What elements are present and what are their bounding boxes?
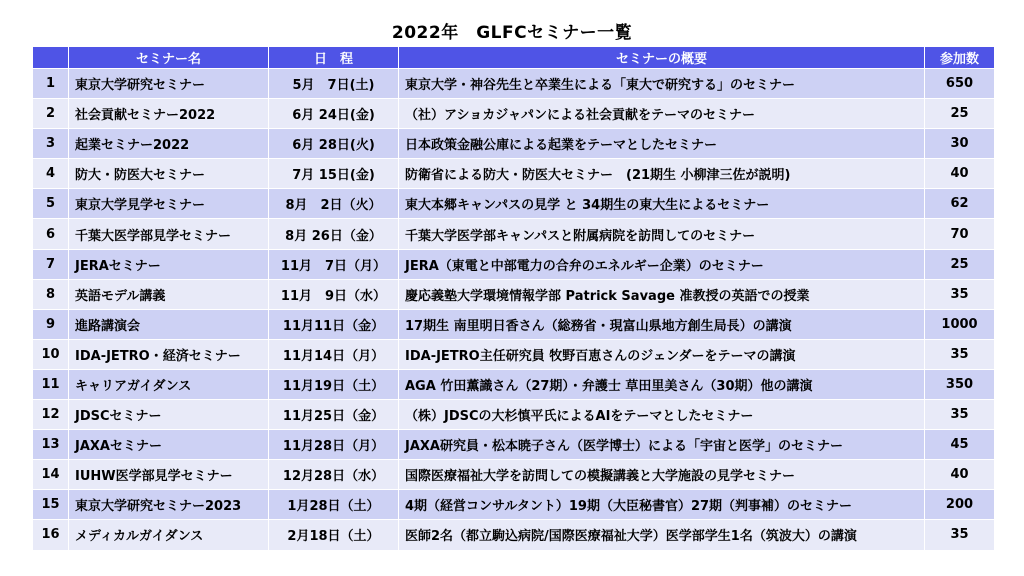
seminar-name: IUHW医学部見学セミナー [69,460,269,490]
participant-count: 35 [925,339,995,369]
seminar-date: 6月 24日(金) [269,99,399,129]
row-number: 8 [33,279,69,309]
participant-count: 650 [925,69,995,99]
participant-count: 70 [925,219,995,249]
row-number: 6 [33,219,69,249]
table-header-row [33,47,995,69]
seminar-date: 11月11日（金） [269,309,399,339]
seminar-date: 11月19日（土） [269,369,399,399]
participant-count: 35 [925,400,995,430]
table-row [33,279,995,309]
seminar-overview: 日本政策金融公庫による起業をテーマとしたセミナー [399,129,925,159]
seminar-date: 11月14日（月） [269,339,399,369]
row-number: 14 [33,460,69,490]
table-row [33,129,995,159]
table-row [33,189,995,219]
seminar-date: 11月 7日（月） [269,249,399,279]
seminar-date: 11月 9日（水） [269,279,399,309]
seminar-overview: 千葉大学医学部キャンパスと附属病院を訪問してのセミナー [399,219,925,249]
row-number: 15 [33,490,69,520]
table-row [33,490,995,520]
seminar-table [32,46,995,551]
participant-count: 30 [925,129,995,159]
row-number: 10 [33,339,69,369]
participant-count: 35 [925,520,995,550]
participant-count: 62 [925,189,995,219]
seminar-name: キャリアガイダンス [69,369,269,399]
seminar-overview: JERA（東電と中部電力の合弁のエネルギー企業）のセミナー [399,249,925,279]
seminar-overview: 医師2名（都立駒込病院/国際医療福祉大学）医学部学生1名（筑波大）の講演 [399,520,925,550]
table-row [33,249,995,279]
seminar-overview: 4期（経営コンサルタント）19期（大臣秘書官）27期（判事補）のセミナー [399,490,925,520]
table-row [33,400,995,430]
table-row [33,369,995,399]
participant-count: 1000 [925,309,995,339]
table-row [33,430,995,460]
table-row [33,339,995,369]
seminar-name: 社会貢献セミナー2022 [69,99,269,129]
seminar-date: 6月 28日(火) [269,129,399,159]
seminar-name: JAXAセミナー [69,430,269,460]
row-number: 2 [33,99,69,129]
header-seminar-name: セミナー名 [69,47,269,69]
participant-count: 200 [925,490,995,520]
row-number: 11 [33,369,69,399]
participant-count: 25 [925,249,995,279]
seminar-date: 7月 15日(金) [269,159,399,189]
participant-count: 350 [925,369,995,399]
header-participants: 参加数 [925,47,995,69]
participant-count: 25 [925,99,995,129]
seminar-date: 5月 7日(土) [269,69,399,99]
seminar-date: 11月25日（金） [269,400,399,430]
table-row [33,219,995,249]
page-title: 2022年 GLFCセミナー一覧 [391,23,633,43]
seminar-date: 12月28日（水） [269,460,399,490]
seminar-name: メディカルガイダンス [69,520,269,550]
table-row [33,69,995,99]
participant-count: 45 [925,430,995,460]
table-row [33,460,995,490]
seminar-name: 東京大学見学セミナー [69,189,269,219]
header-schedule: 日 程 [269,47,399,69]
seminar-name: JDSCセミナー [69,400,269,430]
seminar-date: 2月18日（土） [269,520,399,550]
seminar-overview: 東京大学・神谷先生と卒業生による「東大で研究する」のセミナー [399,69,925,99]
table-row [33,520,995,550]
seminar-date: 8月 26日（金） [269,219,399,249]
seminar-overview: IDA-JETRO主任研究員 牧野百恵さんのジェンダーをテーマの講演 [399,339,925,369]
row-number: 16 [33,520,69,550]
seminar-name: 進路講演会 [69,309,269,339]
table-row [33,159,995,189]
seminar-name: IDA-JETRO・経済セミナー [69,339,269,369]
row-number: 4 [33,159,69,189]
row-number: 12 [33,400,69,430]
seminar-overview: （株）JDSCの大杉慎平氏によるAIをテーマとしたセミナー [399,400,925,430]
seminar-date: 8月 2日（火） [269,189,399,219]
participant-count: 35 [925,279,995,309]
participant-count: 40 [925,460,995,490]
header-overview: セミナーの概要 [399,47,925,69]
seminar-overview: JAXA研究員・松本暁子さん（医学博士）による「宇宙と医学」のセミナー [399,430,925,460]
row-number: 3 [33,129,69,159]
seminar-overview: （社）アショカジャパンによる社会貢献をテーマのセミナー [399,99,925,129]
table-row [33,99,995,129]
seminar-overview: AGA 竹田薫識さん（27期）・弁護士 草田里美さん（30期）他の講演 [399,369,925,399]
seminar-overview: 東大本郷キャンパスの見学 と 34期生の東大生によるセミナー [399,189,925,219]
seminar-name: 東京大学研究セミナー2023 [69,490,269,520]
row-number: 1 [33,69,69,99]
seminar-name: 防大・防医大セミナー [69,159,269,189]
seminar-name: 英語モデル講義 [69,279,269,309]
seminar-name: JERAセミナー [69,249,269,279]
seminar-overview: 17期生 南里明日香さん（総務省・現富山県地方創生局長）の講演 [399,309,925,339]
table-row [33,309,995,339]
seminar-name: 東京大学研究セミナー [69,69,269,99]
row-number: 7 [33,249,69,279]
seminar-name: 千葉大医学部見学セミナー [69,219,269,249]
seminar-date: 1月28日（土） [269,490,399,520]
seminar-date: 11月28日（月） [269,430,399,460]
row-number: 13 [33,430,69,460]
row-number: 5 [33,189,69,219]
seminar-overview: 慶応義塾大学環境情報学部 Patrick Savage 准教授の英語での授業 [399,279,925,309]
seminar-name: 起業セミナー2022 [69,129,269,159]
row-number: 9 [33,309,69,339]
seminar-overview: 防衛省による防大・防医大セミナー (21期生 小柳津三佐が説明) [399,159,925,189]
participant-count: 40 [925,159,995,189]
header-no [33,47,69,69]
seminar-overview: 国際医療福祉大学を訪問しての模擬講義と大学施設の見学セミナー [399,460,925,490]
